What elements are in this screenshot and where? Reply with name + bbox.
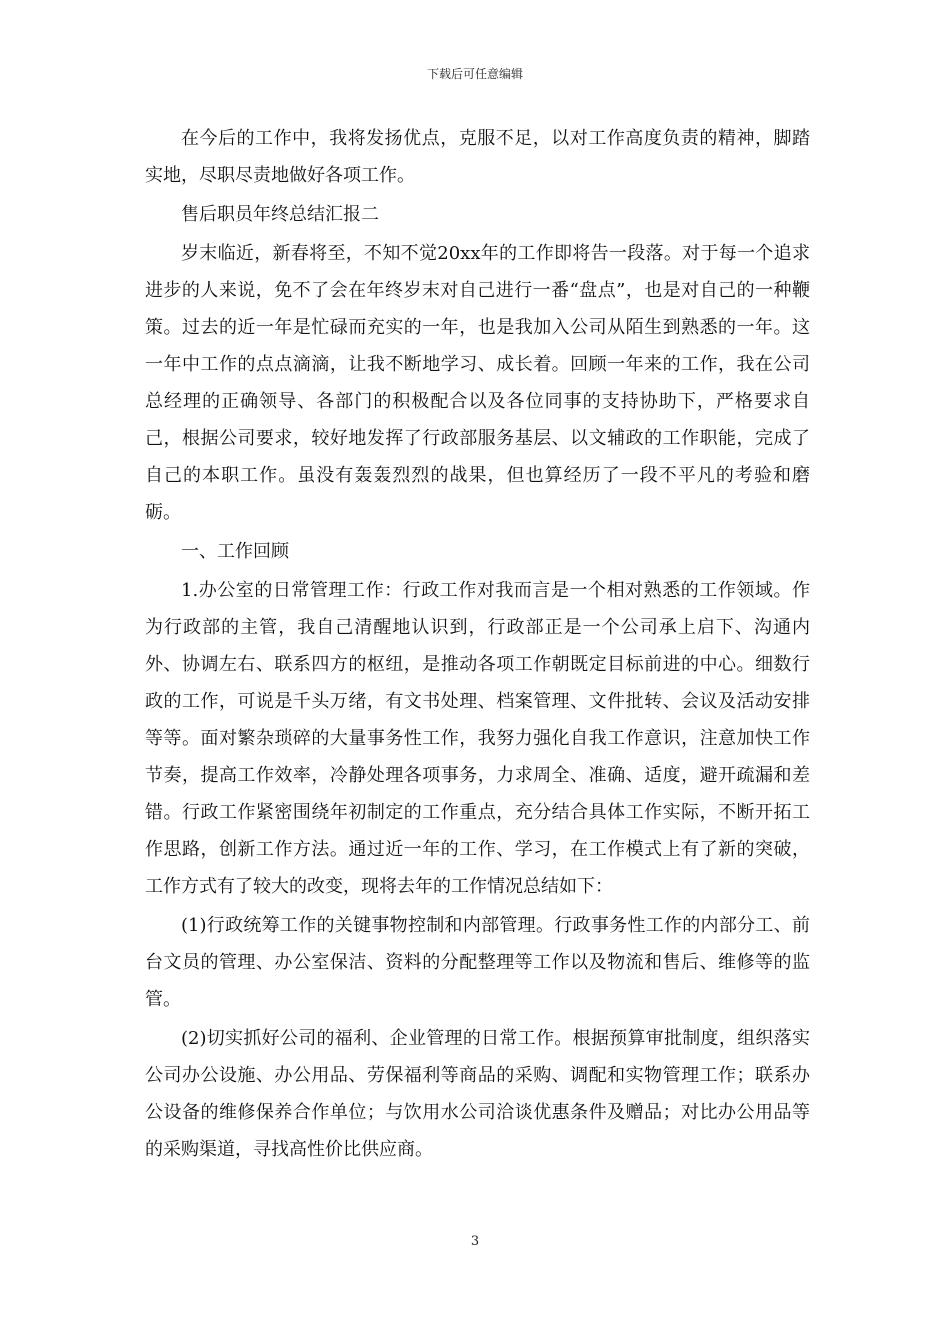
paragraph-closing: 在今后的工作中，我将发扬优点，克服不足，以对工作高度负责的精神，脚踏实地，尽职尽责地做好各项工作。 xyxy=(145,128,810,186)
document-body xyxy=(145,120,810,1168)
section-title: 售后职员年终总结汇报二 xyxy=(181,204,379,225)
paragraph-item-1: (1)行政统筹工作的关键事物控制和内部管理。行政事务性工作的内部分工、前台文员的管理、办公室保洁、资料的分配整理等工作以及物流和售后、维修等的监管。 xyxy=(145,915,810,1010)
page-header: 下载后可任意编辑 xyxy=(426,67,523,81)
heading-work-review: 一、工作回顾 xyxy=(181,541,289,562)
paragraph-item-2: (2)切实抓好公司的福利、企业管理的日常工作。根据预算审批制度，组织落实公司办公设施、办公用品、劳保福利等商品的采购、调配和实物管理工作；联系办公设备的维修保养合作单位；与饮用水公司洽谈优惠条件及赠品；对比办公用品等的采购渠道，寻找高性价比供应商。 xyxy=(145,1028,810,1160)
page-number: 3 xyxy=(470,1234,480,1249)
paragraph-intro: 岁末临近，新春将至，不知不觉20xx年的工作即将告一段落。对于每一个追求进步的人来说，免不了会在年终岁末对自己进行一番“盘点”，也是对自己的一种鞭策。过去的近一年是忙碌而充实的一年，也是我加入公司从陌生到熟悉的一年。这一年中工作的点点滴滴，让我不断地学习、成长着。回顾一年来的工作，我在公司总经理的正确领导、各部门的积极配合以及各位同事的支持协助下，严格要求自己，根据公司要求，较好地发挥了行政部服务基层、以文辅政的工作职能，完成了自己的本职工作。虽没有轰轰烈烈的战果，但也算经历了一段不平凡的考验和磨砺。 xyxy=(145,243,810,523)
paragraph-office-management: 1.办公室的日常管理工作：行政工作对我而言是一个相对熟悉的工作领域。作为行政部的主管，我自己清醒地认识到，行政部正是一个公司承上启下、沟通内外、协调左右、联系四方的枢纽，是推动各项工作朝既定目标前进的中心。细数行政的工作，可说是千头万绪，有文书处理、档案管理、文件批转、会议及活动安排等等。面对繁杂琐碎的大量事务性工作，我努力强化自我工作意识，注意加快工作节奏，提高工作效率，冷静处理各项事务，力求周全、准确、适度，避开疏漏和差错。行政工作紧密围绕年初制定的工作重点，充分结合具体工作实际，不断开拓工作思路，创新工作方法。通过近一年的工作、学习，在工作模式上有了新的突破，工作方式有了较大的改变，现将去年的工作情况总结如下： xyxy=(145,580,810,897)
